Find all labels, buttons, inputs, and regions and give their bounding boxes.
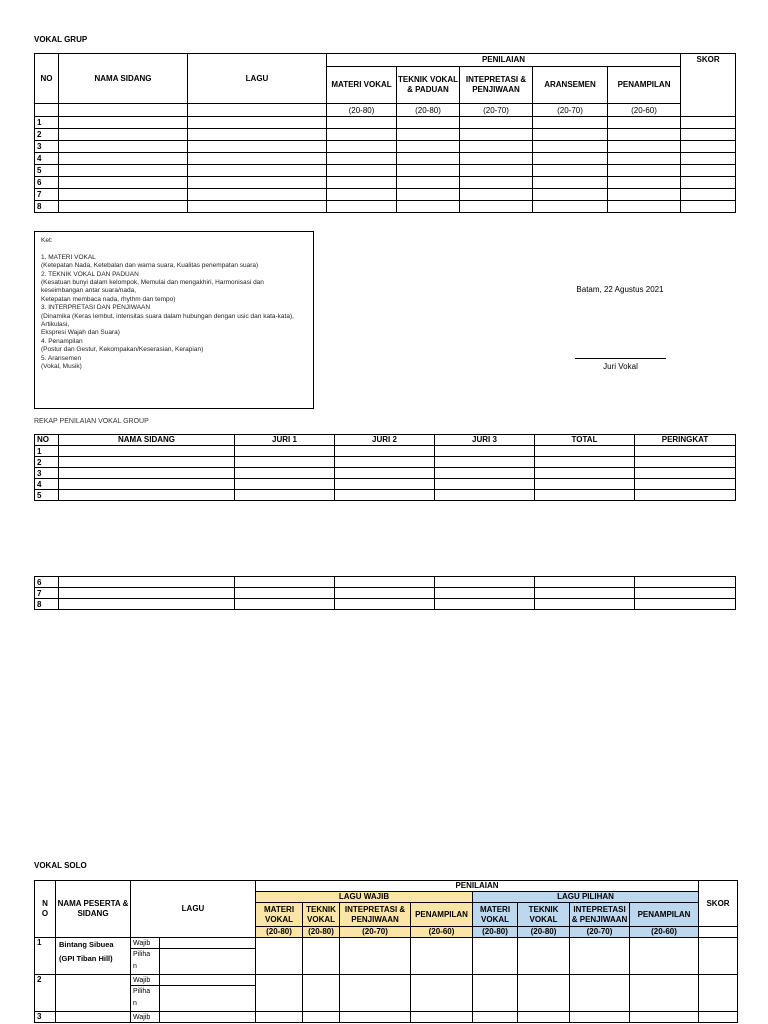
row-number: 3	[35, 468, 59, 479]
row-number: 4	[35, 153, 59, 165]
range-label: (20-70)	[340, 927, 411, 938]
score-cell[interactable]	[327, 177, 397, 189]
score-cell[interactable]	[570, 975, 630, 1012]
name-cell[interactable]	[59, 479, 235, 490]
chosen-song-label-a: Piliha	[133, 951, 151, 958]
name-cell[interactable]	[59, 446, 235, 457]
score-cell[interactable]	[630, 975, 699, 1012]
score-cell[interactable]	[460, 129, 533, 141]
row-number: 5	[35, 165, 59, 177]
song-cell[interactable]	[188, 117, 327, 129]
judge-cell[interactable]	[435, 599, 535, 610]
song-cell[interactable]	[160, 1012, 256, 1023]
judge-cell[interactable]	[335, 446, 435, 457]
header-name: NAMA SIDANG	[59, 54, 188, 104]
score-cell[interactable]	[397, 165, 460, 177]
judge-cell[interactable]	[335, 599, 435, 610]
solo-header-name: NAMA PESERTA & SIDANG	[56, 881, 131, 938]
header-criterion: PENAMPILAN	[411, 903, 473, 927]
place-date: Batam, 22 Agustus 2021	[576, 285, 664, 294]
chosen-song-label	[131, 949, 160, 975]
name-cell[interactable]	[59, 468, 235, 479]
score-cell[interactable]	[473, 1012, 518, 1023]
recap-header-judge-3: JURI 3	[435, 435, 535, 446]
judge-cell[interactable]	[435, 490, 535, 501]
score-cell[interactable]	[533, 141, 608, 153]
judge-cell[interactable]	[235, 599, 335, 610]
name-cell[interactable]	[59, 490, 235, 501]
total-cell[interactable]	[681, 117, 736, 129]
name-cell[interactable]	[59, 153, 188, 165]
score-cell[interactable]	[411, 1012, 473, 1023]
total-cell[interactable]	[681, 201, 736, 213]
solo-title: VOKAL SOLO	[34, 861, 87, 870]
row-number: 7	[35, 189, 59, 201]
range-label: (20-60)	[411, 927, 473, 938]
song-cell[interactable]	[188, 141, 327, 153]
score-cell[interactable]	[608, 189, 681, 201]
total-cell[interactable]	[681, 177, 736, 189]
range-label: (20-80)	[256, 927, 303, 938]
header-criterion: TEKNIK VOKAL & PADUAN	[397, 67, 460, 104]
name-cell[interactable]	[59, 189, 188, 201]
total-cell[interactable]	[681, 153, 736, 165]
header-score: SKOR	[681, 54, 736, 67]
row-number: 1	[35, 117, 59, 129]
score-cell[interactable]	[518, 975, 570, 1012]
total-cell[interactable]	[699, 938, 738, 975]
recap-header-judge-1: JURI 1	[235, 435, 335, 446]
header-assessment: PENILAIAN	[327, 54, 681, 67]
required-song-label: Wajib	[131, 1012, 160, 1023]
group-rows	[35, 117, 736, 213]
solo-header-required-song: LAGU WAJIB	[256, 892, 473, 903]
total-cell[interactable]	[535, 599, 635, 610]
blank-cell	[699, 927, 738, 938]
signature-line	[575, 358, 666, 359]
score-cell[interactable]	[327, 165, 397, 177]
total-cell[interactable]	[535, 479, 635, 490]
range-label: (20-70)	[533, 104, 608, 117]
header-criterion: PENAMPILAN	[630, 903, 699, 927]
judge-cell[interactable]	[235, 468, 335, 479]
score-cell[interactable]	[570, 1012, 630, 1023]
song-cell[interactable]	[188, 165, 327, 177]
score-cell[interactable]	[608, 153, 681, 165]
chosen-song-label	[131, 986, 160, 1012]
judge-cell[interactable]	[335, 588, 435, 599]
score-cell[interactable]	[397, 177, 460, 189]
participant-name[interactable]	[56, 938, 131, 975]
score-cell[interactable]	[303, 975, 340, 1012]
score-cell[interactable]	[460, 177, 533, 189]
judge-cell[interactable]	[235, 479, 335, 490]
recap-title: REKAP PENILAIAN VOKAL GROUP	[34, 418, 149, 425]
total-cell[interactable]	[699, 1012, 738, 1023]
recap-table-top	[34, 434, 736, 501]
score-cell[interactable]	[340, 975, 411, 1012]
score-cell[interactable]	[303, 938, 340, 975]
judge-cell[interactable]	[435, 588, 535, 599]
name-cell[interactable]	[59, 165, 188, 177]
judge-cell[interactable]	[435, 479, 535, 490]
score-cell[interactable]	[533, 189, 608, 201]
score-cell[interactable]	[473, 938, 518, 975]
score-cell[interactable]	[327, 153, 397, 165]
score-cell[interactable]	[533, 201, 608, 213]
song-cell[interactable]	[160, 975, 256, 986]
judge-cell[interactable]	[435, 446, 535, 457]
row-number: 2	[35, 975, 56, 1012]
recap-header-judge-2: JURI 2	[335, 435, 435, 446]
score-cell[interactable]	[570, 938, 630, 975]
score-cell[interactable]	[630, 1012, 699, 1023]
judge-cell[interactable]	[335, 479, 435, 490]
participant-name-text: Bintang Sibuea	[59, 940, 114, 949]
name-cell[interactable]	[59, 117, 188, 129]
blank-cell	[681, 104, 736, 117]
score-cell[interactable]	[630, 938, 699, 975]
header-criterion: MATERI VOKAL	[473, 903, 518, 927]
score-cell[interactable]	[327, 117, 397, 129]
score-cell[interactable]	[397, 117, 460, 129]
name-cell[interactable]	[59, 588, 235, 599]
judge-cell[interactable]	[335, 490, 435, 501]
range-label: (20-80)	[327, 104, 397, 117]
chosen-song-label-b: n	[133, 1000, 137, 1007]
total-cell[interactable]	[535, 577, 635, 588]
score-cell[interactable]	[327, 141, 397, 153]
row-number: 8	[35, 201, 59, 213]
judge-cell[interactable]	[235, 446, 335, 457]
solo-score-table	[34, 880, 738, 1023]
blank-cell	[59, 104, 188, 117]
score-cell[interactable]	[473, 975, 518, 1012]
score-cell[interactable]	[327, 201, 397, 213]
recap-table-bottom	[34, 576, 736, 610]
score-cell[interactable]	[411, 938, 473, 975]
song-cell[interactable]	[188, 189, 327, 201]
group-title: VOKAL GRUP	[34, 35, 88, 44]
range-label: (20-80)	[397, 104, 460, 117]
row-number: 2	[35, 129, 59, 141]
recap-header-total: TOTAL	[535, 435, 635, 446]
score-cell[interactable]	[340, 1012, 411, 1023]
range-label: (20-80)	[303, 927, 340, 938]
score-cell[interactable]	[533, 117, 608, 129]
name-cell[interactable]	[59, 129, 188, 141]
judge-cell[interactable]	[335, 457, 435, 468]
header-criterion: INTEPRETASI & PENJIWAAN	[570, 903, 630, 927]
song-cell[interactable]	[160, 986, 256, 1012]
judge-cell[interactable]	[235, 588, 335, 599]
score-cell[interactable]	[608, 177, 681, 189]
score-cell[interactable]	[608, 165, 681, 177]
name-cell[interactable]	[59, 599, 235, 610]
judge-cell[interactable]	[235, 457, 335, 468]
rank-cell[interactable]	[635, 577, 736, 588]
score-cell[interactable]	[397, 189, 460, 201]
range-label: (20-60)	[630, 927, 699, 938]
score-cell[interactable]	[533, 165, 608, 177]
row-number: 5	[35, 490, 59, 501]
judge-cell[interactable]	[235, 577, 335, 588]
score-cell[interactable]	[460, 153, 533, 165]
total-cell[interactable]	[681, 141, 736, 153]
header-criterion: INTEPRETASI & PENJIWAAN	[460, 67, 533, 104]
rank-cell[interactable]	[635, 446, 736, 457]
header-criterion: MATERI VOKAL	[256, 903, 303, 927]
name-cell[interactable]	[59, 201, 188, 213]
participant-name[interactable]	[56, 1012, 131, 1023]
score-cell[interactable]	[518, 938, 570, 975]
range-label: (20-60)	[608, 104, 681, 117]
score-cell[interactable]	[460, 201, 533, 213]
participant-name[interactable]	[56, 975, 131, 1012]
header-criterion: INTEPRETASI & PENJIWAAN	[340, 903, 411, 927]
recap-header-rank: PERINGKAT	[635, 435, 736, 446]
rank-cell[interactable]	[635, 479, 736, 490]
header-criterion: PENAMPILAN	[608, 67, 681, 104]
solo-header-chosen-song: LAGU PILIHAN	[473, 892, 699, 903]
range-label: (20-80)	[518, 927, 570, 938]
range-label: (20-80)	[473, 927, 518, 938]
rank-cell[interactable]	[635, 588, 736, 599]
rank-cell[interactable]	[635, 457, 736, 468]
score-cell[interactable]	[608, 141, 681, 153]
header-criterion: TEKNIK VOKAL	[518, 903, 570, 927]
judge-cell[interactable]	[235, 490, 335, 501]
rank-cell[interactable]	[635, 468, 736, 479]
header-no: NO	[35, 54, 59, 104]
score-cell[interactable]	[608, 117, 681, 129]
song-cell[interactable]	[188, 153, 327, 165]
score-cell[interactable]	[397, 153, 460, 165]
judge-cell[interactable]	[335, 577, 435, 588]
row-number: 6	[35, 577, 59, 588]
solo-header-score: SKOR	[699, 881, 738, 927]
score-cell[interactable]	[533, 177, 608, 189]
score-cell[interactable]	[460, 165, 533, 177]
score-cell[interactable]	[327, 189, 397, 201]
solo-header-assessment: PENILAIAN	[256, 881, 699, 892]
total-cell[interactable]	[681, 165, 736, 177]
total-cell[interactable]	[699, 975, 738, 1012]
score-cell[interactable]	[533, 153, 608, 165]
range-label: (20-70)	[570, 927, 630, 938]
judge-cell[interactable]	[335, 468, 435, 479]
blank-cell	[35, 104, 59, 117]
score-cell[interactable]	[256, 1012, 303, 1023]
song-cell[interactable]	[160, 938, 256, 949]
score-cell[interactable]	[397, 141, 460, 153]
row-number: 4	[35, 479, 59, 490]
judge-cell[interactable]	[435, 468, 535, 479]
score-cell[interactable]	[460, 117, 533, 129]
total-cell[interactable]	[535, 457, 635, 468]
score-cell[interactable]	[327, 129, 397, 141]
score-cell[interactable]	[397, 201, 460, 213]
signature-role: Juri Vokal	[603, 362, 638, 371]
score-cell[interactable]	[608, 201, 681, 213]
score-spacer	[681, 67, 736, 104]
required-song-label: Wajib	[131, 975, 160, 986]
row-number: 8	[35, 599, 59, 610]
score-cell[interactable]	[256, 938, 303, 975]
total-cell[interactable]	[681, 189, 736, 201]
score-cell[interactable]	[303, 1012, 340, 1023]
score-cell[interactable]	[533, 129, 608, 141]
group-score-table	[34, 53, 736, 213]
score-cell[interactable]	[460, 141, 533, 153]
judge-cell[interactable]	[435, 577, 535, 588]
score-cell[interactable]	[340, 938, 411, 975]
blank-cell	[188, 104, 327, 117]
total-cell[interactable]	[535, 468, 635, 479]
name-cell[interactable]	[59, 141, 188, 153]
judge-cell[interactable]	[435, 457, 535, 468]
range-label: (20-70)	[460, 104, 533, 117]
score-cell[interactable]	[256, 975, 303, 1012]
notes-box: Ket: 1. MATERI VOKAL (Ketepatan Nada, Ketebalan dan warna suara, Kualitas penempatan suara) 2. TEKNIK VOKAL DAN PADUAN (Kesatuan bunyi dalam kelompok, Memulai dan mengakhiri, Harmonisasi dan keseimbangan antar suara/nada, Ketepatan membaca nada, rhythm dan tempo) 3. INTERPRETASI DAN PENJIWAAN (Dinamika (Keras lembut, intensitas suara dalam hubungan dengan usic dan kata-kata), Artikulasi, Ekspresi Wajah dan Suara) 4. Penampilan (Postur dan Gestur, Kekompakan/Keserasian, Kerapian) 5. Aransemen (Vokal, Musik)	[34, 231, 314, 409]
rank-cell[interactable]	[635, 599, 736, 610]
song-cell[interactable]	[188, 129, 327, 141]
name-cell[interactable]	[59, 177, 188, 189]
solo-header-no: N O	[35, 881, 56, 938]
header-song: LAGU	[188, 54, 327, 104]
row-number: 7	[35, 588, 59, 599]
chosen-song-label-a: Piliha	[133, 988, 151, 995]
song-cell[interactable]	[188, 177, 327, 189]
total-cell[interactable]	[535, 446, 635, 457]
row-number: 3	[35, 1012, 56, 1023]
score-cell[interactable]	[608, 129, 681, 141]
score-cell[interactable]	[460, 189, 533, 201]
score-cell[interactable]	[411, 975, 473, 1012]
row-number: 1	[35, 446, 59, 457]
participant-church: (GPI Tiban Hill)	[59, 954, 113, 963]
chosen-song-label-b: n	[133, 963, 137, 970]
recap-header-no: NO	[35, 435, 59, 446]
song-cell[interactable]	[188, 201, 327, 213]
name-cell[interactable]	[59, 577, 235, 588]
required-song-label: Wajib	[131, 938, 160, 949]
row-number: 1	[35, 938, 56, 975]
rank-cell[interactable]	[635, 490, 736, 501]
header-criterion: MATERI VOKAL	[327, 67, 397, 104]
total-cell[interactable]	[681, 129, 736, 141]
name-cell[interactable]	[59, 457, 235, 468]
row-number: 6	[35, 177, 59, 189]
total-cell[interactable]	[535, 588, 635, 599]
header-criterion: ARANSEMEN	[533, 67, 608, 104]
total-cell[interactable]	[535, 490, 635, 501]
header-criterion: TEKNIK VOKAL	[303, 903, 340, 927]
solo-header-song: LAGU	[131, 881, 256, 938]
row-number: 3	[35, 141, 59, 153]
song-cell[interactable]	[160, 949, 256, 975]
recap-header-name: NAMA SIDANG	[59, 435, 235, 446]
score-cell[interactable]	[518, 1012, 570, 1023]
score-cell[interactable]	[397, 129, 460, 141]
row-number: 2	[35, 457, 59, 468]
